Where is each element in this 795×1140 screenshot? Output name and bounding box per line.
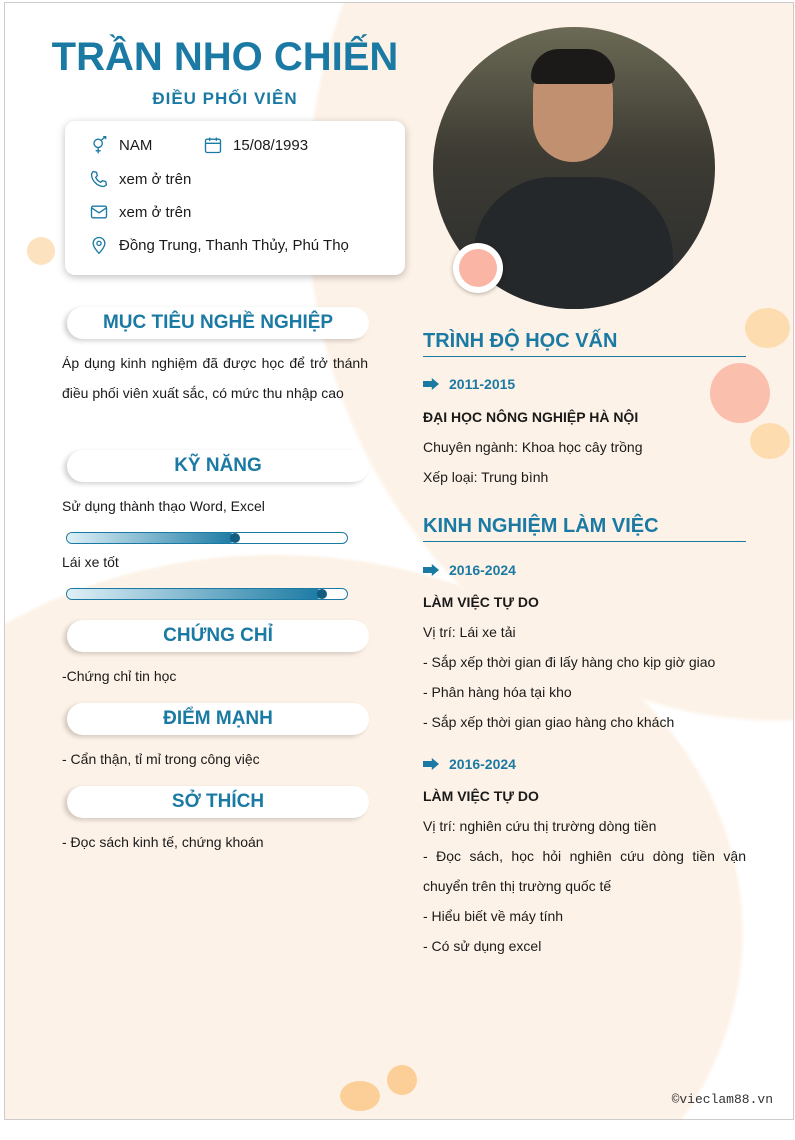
section-hobbies-title: SỞ THÍCH xyxy=(67,786,369,818)
job-company: LÀM VIỆC TỰ DO xyxy=(423,788,539,804)
phone-value: xem ở trên xyxy=(119,170,192,188)
calendar-icon xyxy=(203,135,223,155)
education-major: Chuyên ngành: Khoa học cây trồng xyxy=(423,439,643,455)
decor-dot xyxy=(745,308,790,348)
contact-card xyxy=(65,121,405,275)
section-education-title: TRÌNH ĐỘ HỌC VẤN xyxy=(423,330,746,357)
dob-row xyxy=(203,135,308,155)
section-objective-title: MỤC TIÊU NGHỀ NGHIỆP xyxy=(67,307,369,339)
job-line: Vị trí: nghiên cứu thị trường dòng tiền xyxy=(423,818,657,834)
arrow-right-icon xyxy=(423,564,439,576)
decor-dot xyxy=(27,237,55,265)
email-row xyxy=(89,202,191,222)
address-row xyxy=(89,235,349,255)
location-pin-icon xyxy=(89,235,109,255)
email-value: xem ở trên xyxy=(119,203,192,221)
education-grade: Xếp loại: Trung bình xyxy=(423,469,549,485)
job-company: LÀM VIỆC TỰ DO xyxy=(423,594,539,610)
period-text: 2016-2024 xyxy=(449,562,516,578)
decor-dot xyxy=(387,1065,417,1095)
skill-label: Lái xe tốt xyxy=(62,554,119,570)
certificate-text: -Chứng chỉ tin học xyxy=(62,668,177,684)
mail-icon xyxy=(89,202,109,222)
job-line: - Phân hàng hóa tại kho xyxy=(423,684,572,700)
education-period xyxy=(423,376,515,392)
section-skills-title: KỸ NĂNG xyxy=(67,450,369,482)
job-line: Vị trí: Lái xe tải xyxy=(423,624,516,640)
decor-dot xyxy=(340,1081,380,1111)
job-period xyxy=(423,562,516,578)
skill-label: Sử dụng thành thạo Word, Excel xyxy=(62,498,265,514)
period-text: 2016-2024 xyxy=(449,756,516,772)
objective-text: Áp dụng kinh nghiệm đã được học để trở thánh điều phối viên xuất sắc, có mức thu nhập cao xyxy=(62,355,368,401)
phone-icon xyxy=(89,169,109,189)
address-value: Đồng Trung, Thanh Thủy, Phú Thọ xyxy=(119,236,349,254)
skill-level-bar xyxy=(66,532,348,544)
gender-row xyxy=(89,135,152,155)
job-line: - Có sử dụng excel xyxy=(423,938,542,954)
school-name: ĐẠI HỌC NÔNG NGHIỆP HÀ NỘI xyxy=(423,409,639,425)
job-line: - Đọc sách, học hỏi nghiên cứu dòng tiền vận chuyển trên thị trường quốc tế xyxy=(423,848,746,894)
skill-level-bar xyxy=(66,588,348,600)
watermark: ©vieclam88.vn xyxy=(671,1092,773,1107)
photo-decor-circle xyxy=(453,243,503,293)
candidate-name: TRẦN NHO CHIẾN xyxy=(51,35,399,79)
gender-value: NAM xyxy=(119,136,153,154)
gender-icon xyxy=(89,135,109,155)
job-line: - Sắp xếp thời gian giao hàng cho khách xyxy=(423,714,675,730)
phone-row xyxy=(89,169,191,189)
job-period xyxy=(423,756,516,772)
strength-text: - Cẩn thận, tỉ mỉ trong công việc xyxy=(62,751,260,767)
decor-dot xyxy=(750,423,790,459)
section-strengths-title: ĐIỂM MẠNH xyxy=(67,703,369,735)
period-text: 2011-2015 xyxy=(449,376,516,392)
section-certificates-title: CHỨNG CHỈ xyxy=(67,620,369,652)
job-line: - Sắp xếp thời gian đi lấy hàng cho kịp giờ giao xyxy=(423,654,716,670)
job-line: - Hiểu biết về máy tính xyxy=(423,908,564,924)
section-experience-title: KINH NGHIỆM LÀM VIỆC xyxy=(423,515,746,542)
arrow-right-icon xyxy=(423,378,439,390)
hobby-text: - Đọc sách kinh tế, chứng khoán xyxy=(62,834,264,850)
job-title: ĐIỀU PHỐI VIÊN xyxy=(152,89,298,108)
arrow-right-icon xyxy=(423,758,439,770)
dob-value: 15/08/1993 xyxy=(233,136,309,154)
cv-page xyxy=(4,2,794,1120)
